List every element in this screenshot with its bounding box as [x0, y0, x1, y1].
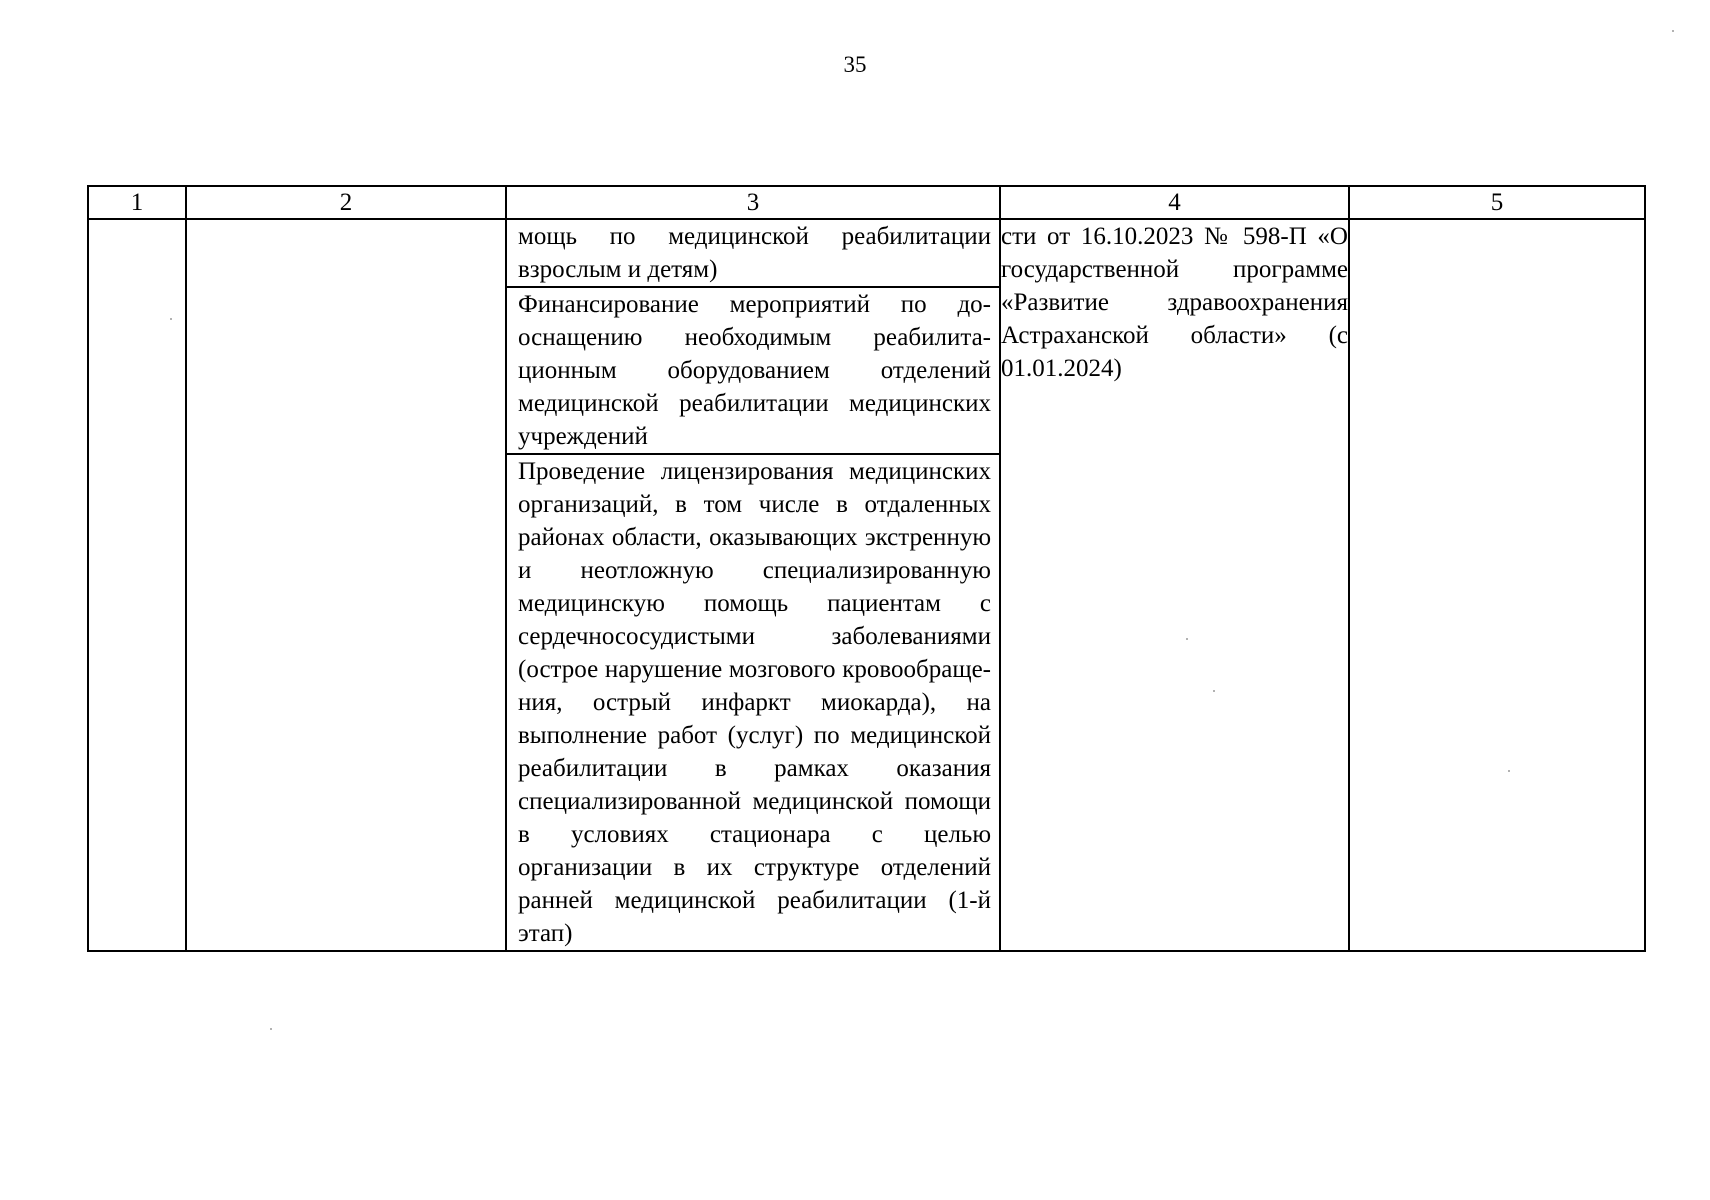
scan-speck — [1508, 770, 1510, 772]
cell-col1 — [88, 219, 186, 951]
measure-text-3: Проведение лицензирования медицинских организаций, в том числе в отдаленных районах области, оказывающих экстренную и неотложную специализированную медицинскую помощь пациентам с сердечнососудистыми заболеваниями (острое нарушение мозгового кровообращения, острый инфаркт миокарда), на выполнение работ (услуг) по медицинской реабилитации в рамках оказания специализированной медицинской помощи в условиях стационара с целью организации в их структуре отделений ранней медицинской реабилитации (1-й этап) — [507, 453, 999, 950]
table-header-row — [88, 186, 1645, 219]
scan-speck — [1213, 690, 1215, 692]
cell-col5 — [1349, 219, 1645, 951]
scan-speck — [170, 318, 172, 320]
column-header-4: 4 — [1000, 186, 1349, 219]
scan-speck — [1186, 638, 1188, 640]
page-number: 35 — [843, 52, 867, 77]
cell-col4-legal-reference: сти от 16.10.2023 № 598-П «О государственной программе «Развитие здравоохранения Астраханской области» (с 01.01.2024) — [1000, 219, 1349, 951]
table-row — [88, 219, 1645, 951]
scan-speck — [1672, 30, 1674, 32]
column-header-1: 1 — [88, 186, 186, 219]
column-header-5: 5 — [1349, 186, 1645, 219]
document-table — [87, 185, 1646, 952]
measure-text-1: мощь по медицинской реабилитации взрослым и детям) — [518, 223, 991, 283]
column-header-3: 3 — [506, 186, 1000, 219]
cell-col2 — [186, 219, 506, 951]
scan-speck — [270, 1028, 272, 1030]
cell-col3 — [506, 219, 1000, 951]
column-header-2: 2 — [186, 186, 506, 219]
measure-text-2: Финансирование мероприятий по дооснащению необходимым реабилитационным оборудованием отделений медицинской реабилитации медицинских учреждений — [507, 286, 999, 453]
